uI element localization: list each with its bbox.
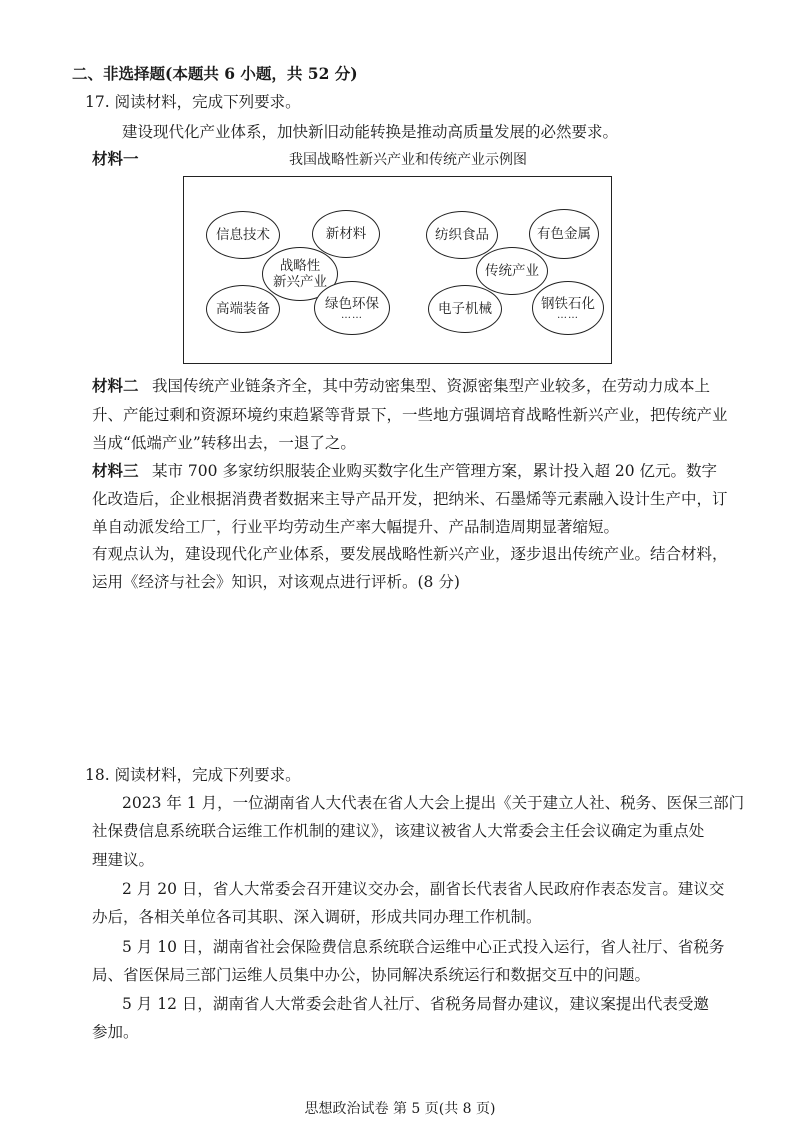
node-high-end-equipment: 高端装备	[206, 285, 280, 333]
material3-label: 材料三	[92, 461, 139, 480]
material2-line: 升、产能过剩和资源环境约束趋紧等背景下，一些地方强调培育战略性新兴产业，把传统产业	[92, 406, 728, 424]
material3-line: 某市 700 多家纺织服装企业购买数字化生产管理方案，累计投入超 20 亿元。数字	[152, 462, 718, 480]
q18-line: 办后，各相关单位各司其职、深入调研，形成共同办理工作机制。	[92, 908, 542, 926]
q18-line: 局、省医保局三部门运维人员集中办公，协同解决系统运行和数据交互中的问题。	[92, 966, 651, 984]
material2-line: 当成“低端产业”转移出去，一退了之。	[92, 434, 356, 452]
node-strategic-center: 战略性 新兴产业	[262, 247, 338, 301]
material3-line: 化改造后，企业根据消费者数据来主导产品开发，把纳米、石墨烯等元素融入设计生产中，订	[92, 490, 728, 508]
q18-line: 社保费信息系统联合运维工作机制的建议》，该建议被省人大常委会主任会议确定为重点处	[92, 822, 705, 840]
material2-label: 材料二	[92, 376, 139, 395]
node-nonferrous-metals: 有色金属	[529, 209, 599, 259]
q17-question-line: 运用《经济与社会》知识，对该观点进行评析。(8 分)	[92, 573, 460, 591]
q18-line: 2023 年 1 月，一位湖南省人大代表在省人大会上提出《关于建立人社、税务、医保三部门	[122, 794, 745, 812]
material1-label: 材料一	[92, 149, 139, 168]
node-green-env: 绿色环保 ……	[314, 281, 390, 335]
industry-diagram	[183, 176, 612, 364]
node-new-materials: 新材料	[312, 210, 380, 258]
diagram-title: 我国战略性新兴产业和传统产业示例图	[289, 152, 527, 168]
q17-intro: 建设现代化产业体系，加快新旧动能转换是推动高质量发展的必然要求。	[122, 123, 619, 141]
node-textile-food: 纺织食品	[426, 211, 498, 259]
section-heading: 二、非选择题(本题共 6 小题，共 52 分)	[72, 64, 358, 83]
node-steel-petrochem: 钢铁石化 ……	[532, 281, 604, 335]
q18-line: 5 月 10 日，湖南省社会保险费信息系统联合运维中心正式投入运行，省人社厅、省税务	[122, 938, 725, 956]
page-footer: 思想政治试卷 第 5 页(共 8 页)	[304, 1101, 496, 1117]
material3-line: 单自动派发给工厂，行业平均劳动生产率大幅提升、产品制造周期显著缩短。	[92, 518, 620, 536]
q18-stem: 18. 阅读材料，完成下列要求。	[85, 766, 301, 784]
q18-line: 理建议。	[92, 851, 155, 869]
q17-question-line: 有观点认为，建设现代化产业体系，要发展战略性新兴产业，逐步退出传统产业。结合材料，	[92, 545, 728, 563]
q17-stem: 17. 阅读材料，完成下列要求。	[85, 93, 301, 111]
node-electronic-machinery: 电子机械	[428, 285, 502, 333]
material2-line: 我国传统产业链条齐全，其中劳动密集型、资源密集型产业较多，在劳动力成本上	[152, 377, 711, 395]
node-traditional-center: 传统产业	[476, 247, 548, 295]
q18-line: 2 月 20 日，省人大常委会召开建议交办会，副省长代表省人民政府作表态发言。建议交	[122, 880, 725, 898]
q18-line: 参加。	[92, 1023, 139, 1041]
node-info-tech: 信息技术	[206, 211, 280, 259]
q18-line: 5 月 12 日，湖南省人大常委会赴省人社厅、省税务局督办建议，建议案提出代表受邀	[122, 995, 709, 1013]
